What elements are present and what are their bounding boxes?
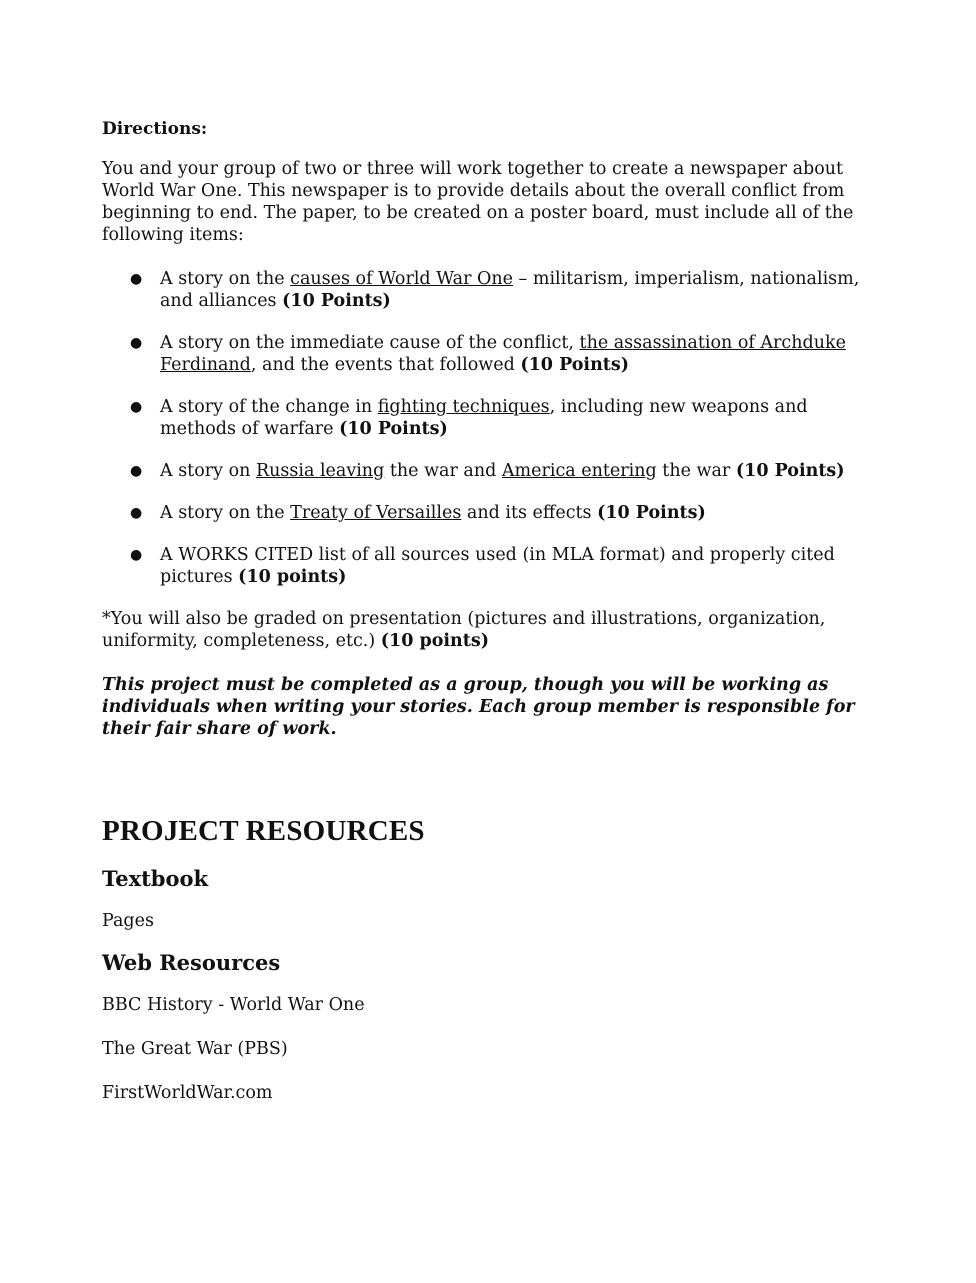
points-label: (10 points) bbox=[238, 567, 347, 587]
link-bbc-history[interactable]: BBC History - World War One bbox=[102, 995, 365, 1015]
bullet-icon: ● bbox=[130, 505, 143, 521]
list-item bbox=[102, 396, 882, 440]
directions-intro: You and your group of two or three will work together to create a newspaper about World War One. This newspaper is to provide details about the overall conflict from beginning to end. The paper, to be created on a poster board, must include all of the following items: bbox=[102, 159, 854, 245]
link-assassination[interactable]: the assassination of Archduke Ferdinand bbox=[160, 333, 846, 375]
item-text: A story on the immediate cause of the conflict, bbox=[160, 333, 580, 353]
item-text: A story of the change in bbox=[160, 397, 378, 417]
item-text: A story on bbox=[160, 461, 256, 481]
points-label: (10 Points) bbox=[282, 291, 391, 311]
item-text: and its effects bbox=[461, 503, 598, 523]
item-text: the war and bbox=[384, 461, 502, 481]
resources-title: PROJECT RESOURCES bbox=[102, 815, 425, 847]
link-fighting-techniques[interactable]: fighting techniques bbox=[377, 397, 550, 417]
item-text: A story on the bbox=[160, 269, 291, 289]
presentation-note bbox=[102, 608, 882, 652]
item-text: , including new weapons and methods of warfare bbox=[160, 397, 808, 439]
web-resources-heading: Web Resources bbox=[102, 950, 281, 975]
bullet-icon: ● bbox=[130, 399, 143, 415]
bullet-icon: ● bbox=[130, 463, 143, 479]
list-item bbox=[102, 332, 882, 376]
link-firstworldwar[interactable]: FirstWorldWar.com bbox=[102, 1083, 273, 1103]
points-label: (10 Points) bbox=[735, 461, 845, 481]
link-america-entering[interactable]: America entering bbox=[501, 461, 657, 481]
note-text: *You will also be graded on presentation (pictures and illustrations, organization, uniformity, completeness, etc.) bbox=[102, 609, 826, 651]
points-label: (10 Points) bbox=[339, 419, 448, 439]
points-label: (10 Points) bbox=[520, 355, 630, 375]
requirements-list bbox=[102, 268, 882, 588]
link-treaty-of-versailles[interactable]: Treaty of Versailles bbox=[290, 503, 462, 523]
bullet-icon: ● bbox=[130, 547, 143, 563]
list-item bbox=[102, 268, 882, 312]
item-text: , and the events that followed bbox=[250, 355, 521, 375]
document-page bbox=[102, 118, 882, 1104]
textbook-heading: Textbook bbox=[102, 866, 209, 891]
list-item bbox=[102, 544, 882, 588]
textbook-pages: Pages bbox=[102, 911, 154, 931]
bullet-icon: ● bbox=[130, 335, 143, 351]
link-great-war-pbs[interactable]: The Great War (PBS) bbox=[102, 1039, 288, 1059]
link-causes-of-ww1[interactable]: causes of World War One bbox=[290, 269, 513, 289]
points-label: (10 Points) bbox=[597, 503, 706, 523]
points-label: (10 points) bbox=[380, 631, 489, 651]
link-russia-leaving[interactable]: Russia leaving bbox=[255, 461, 385, 481]
group-work-notice: This project must be completed as a group, though you will be working as individuals when writing your stories. Each group member is responsible for their fair share of work. bbox=[102, 675, 855, 739]
directions-heading: Directions: bbox=[102, 119, 208, 139]
item-text: the war bbox=[656, 461, 736, 481]
bullet-icon: ● bbox=[130, 271, 143, 287]
item-text: A WORKS CITED list of all sources used (in MLA format) and properly cited pictures bbox=[160, 545, 835, 587]
item-text: – militarism, imperialism, nationalism, and alliances bbox=[160, 269, 860, 311]
item-text: A story on the bbox=[160, 503, 291, 523]
list-item bbox=[102, 502, 882, 524]
list-item bbox=[102, 460, 882, 482]
